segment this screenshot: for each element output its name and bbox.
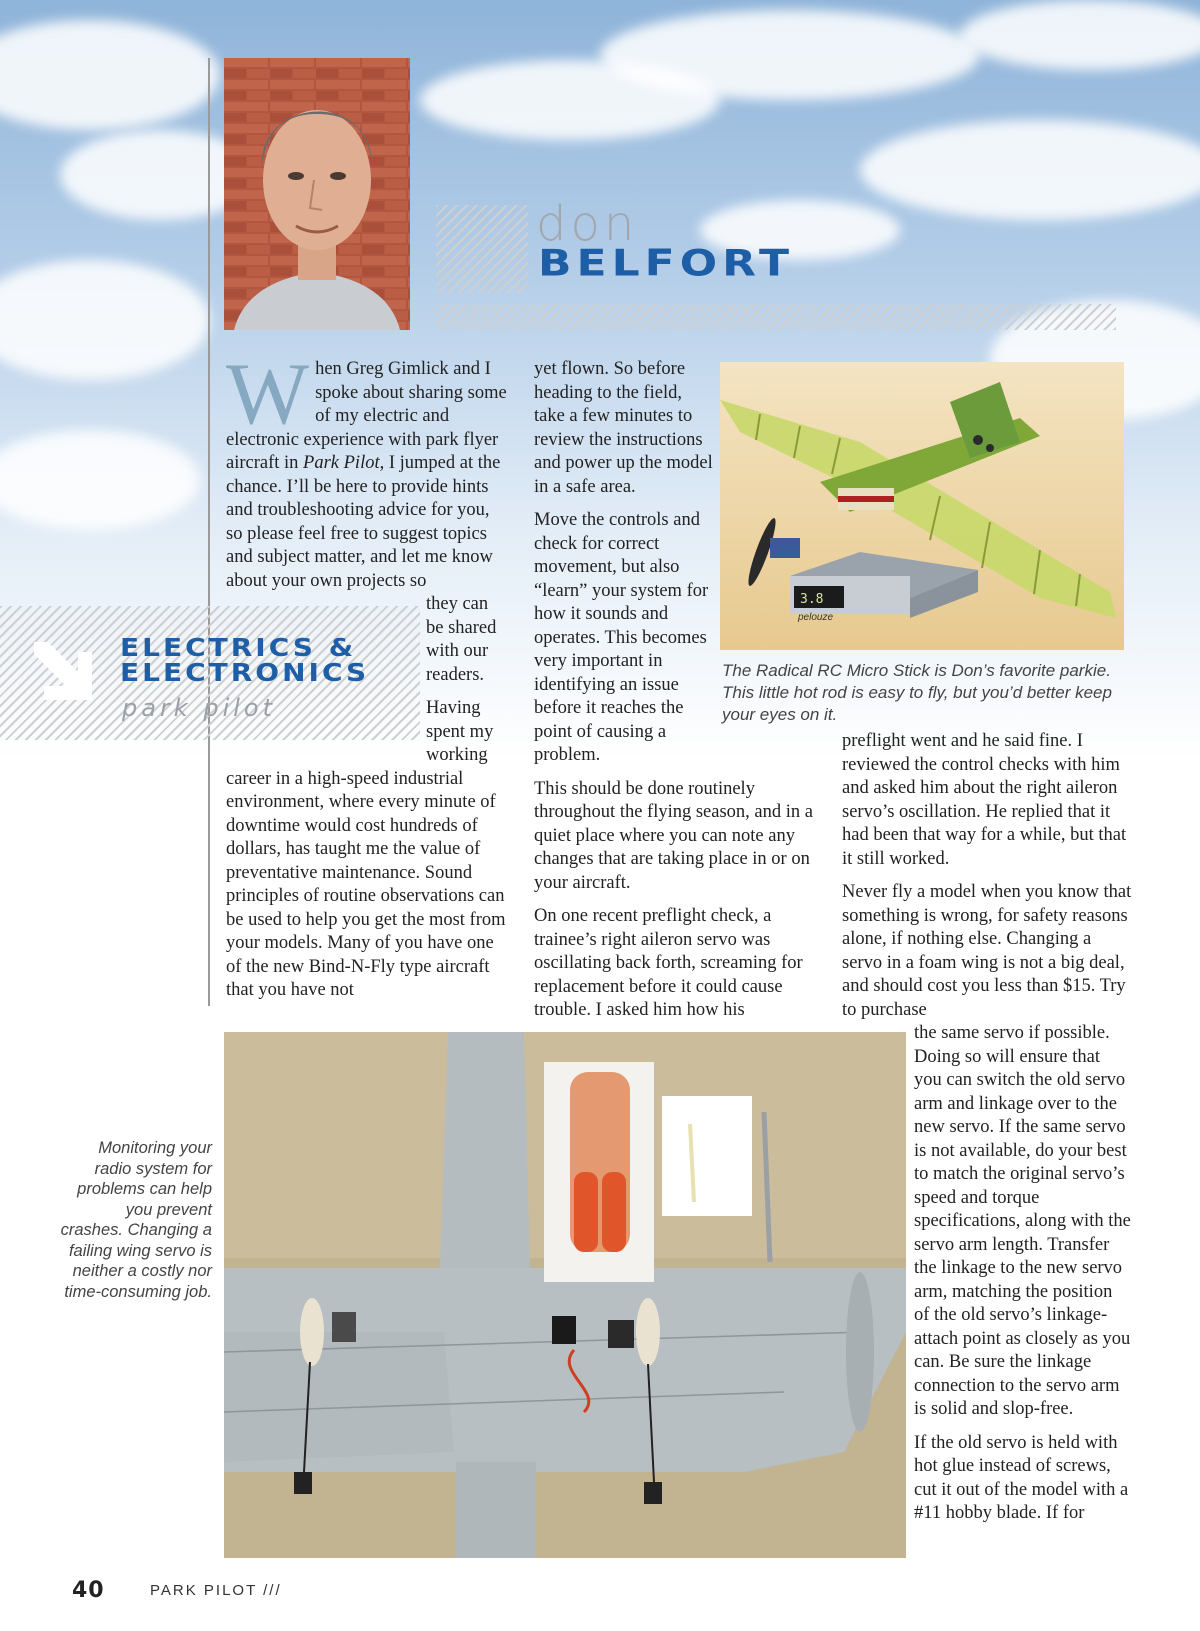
arrow-down-right-icon bbox=[28, 642, 98, 708]
article-paragraph: career in a high-speed industrial environment, where every minute of downtime would cost hundreds of dollars, has taught me the value of preventative maintenance. Sound principles of routine observations can be used to help you get the most from your models. Many of you have one of the new Bind-N-Fly type aircraft that you have not bbox=[226, 768, 506, 1000]
foam-wing-servo-photo bbox=[224, 1032, 906, 1558]
author-name-banner bbox=[436, 196, 1116, 330]
chevron-arrow-icon bbox=[436, 205, 528, 293]
department-banner bbox=[0, 606, 420, 740]
micro-stick-plane-photo bbox=[720, 362, 1124, 650]
department-title: ELECTRICS & ELECTRONICS bbox=[120, 633, 370, 688]
drop-cap: W bbox=[226, 346, 310, 443]
article-paragraph: Never fly a model when you know that something is wrong, for safety reasons alone, if nothing else. Changing a servo in a foam wing is not a big deal, and should cost you less than $15. Try to purchase bbox=[842, 882, 1132, 1020]
author-last-name: BELFORT bbox=[538, 242, 795, 285]
article-paragraph: When Greg Gimlick and I spoke about sharing some of my electric and electronic experience with park flyer aircraft in Park Pilot, I jumped at the chance. I’ll be here to provide hints and troubleshooting advice for you, so please feel free to suggest topics and subject matter, and let me know about your own projects so bbox=[226, 346, 507, 591]
author-portrait bbox=[224, 58, 410, 330]
scale-brand: pelouze bbox=[798, 612, 834, 623]
article-paragraph: Move the controls and check for correct movement, but also “learn” your system for how it sounds and operates. This becomes very important in identifying an issue before it reaches the point of causing a problem. bbox=[534, 510, 709, 765]
department-subtitle: park pilot bbox=[122, 694, 276, 722]
author-first-name: don bbox=[536, 196, 639, 252]
scale-display: 3.8 bbox=[800, 592, 824, 607]
article-narrow-text: they can be shared with our readers. Having spent my working bbox=[426, 594, 497, 765]
footer-magazine-name: PARK PILOT /// bbox=[150, 1582, 282, 1599]
article-paragraph: On one recent preflight check, a trainee’s right aileron servo was oscillating back forth, screaming for replacement before it could cause trouble. I asked him how his bbox=[534, 906, 803, 1020]
wing-photo-caption: Monitoring your radio system for problems can help you prevent crashes. Changing a failing wing servo is neither a costly nor time-consuming job. bbox=[60, 1139, 212, 1301]
article-paragraph: This should be done routinely throughout the flying season, and in a quiet place where you can note any changes that are taking place in or on your aircraft. bbox=[534, 778, 813, 893]
name-underline-bar bbox=[436, 304, 1116, 330]
left-column-rule bbox=[208, 58, 210, 1006]
page-number: 40 bbox=[72, 1578, 105, 1603]
plane-photo-caption: The Radical RC Micro Stick is Don’s favorite parkie. This little hot rod is easy to fly, but you’d better keep your eyes on it. bbox=[722, 661, 1112, 724]
article-paragraph: yet flown. So before heading to the field, take a few minutes to review the instructions and power up the model in a safe area. bbox=[534, 359, 713, 497]
article-paragraph: preflight went and he said fine. I reviewed the control checks with him and asked him about the right aileron servo’s oscillation. He replied that it had been that way for a while, but that it still worked. bbox=[842, 731, 1127, 869]
article-narrow-text: the same servo if possible. Doing so will ensure that you can switch the old servo arm and linkage over to the new servo. If the same servo is not available, do your best to match the original servo’s speed and torque specifications, along with the servo arm length. Transfer the linkage to the new servo arm, matching the position of the old servo’s linkage-attach point as closely as you can. Be sure the linkage connection to the servo arm is solid and slop-free. If the old servo is held with hot glue instead of screws, cut it out of the model with a #11 hobby blade. If for bbox=[914, 1023, 1131, 1523]
magazine-name: Park Pilot bbox=[303, 453, 380, 473]
